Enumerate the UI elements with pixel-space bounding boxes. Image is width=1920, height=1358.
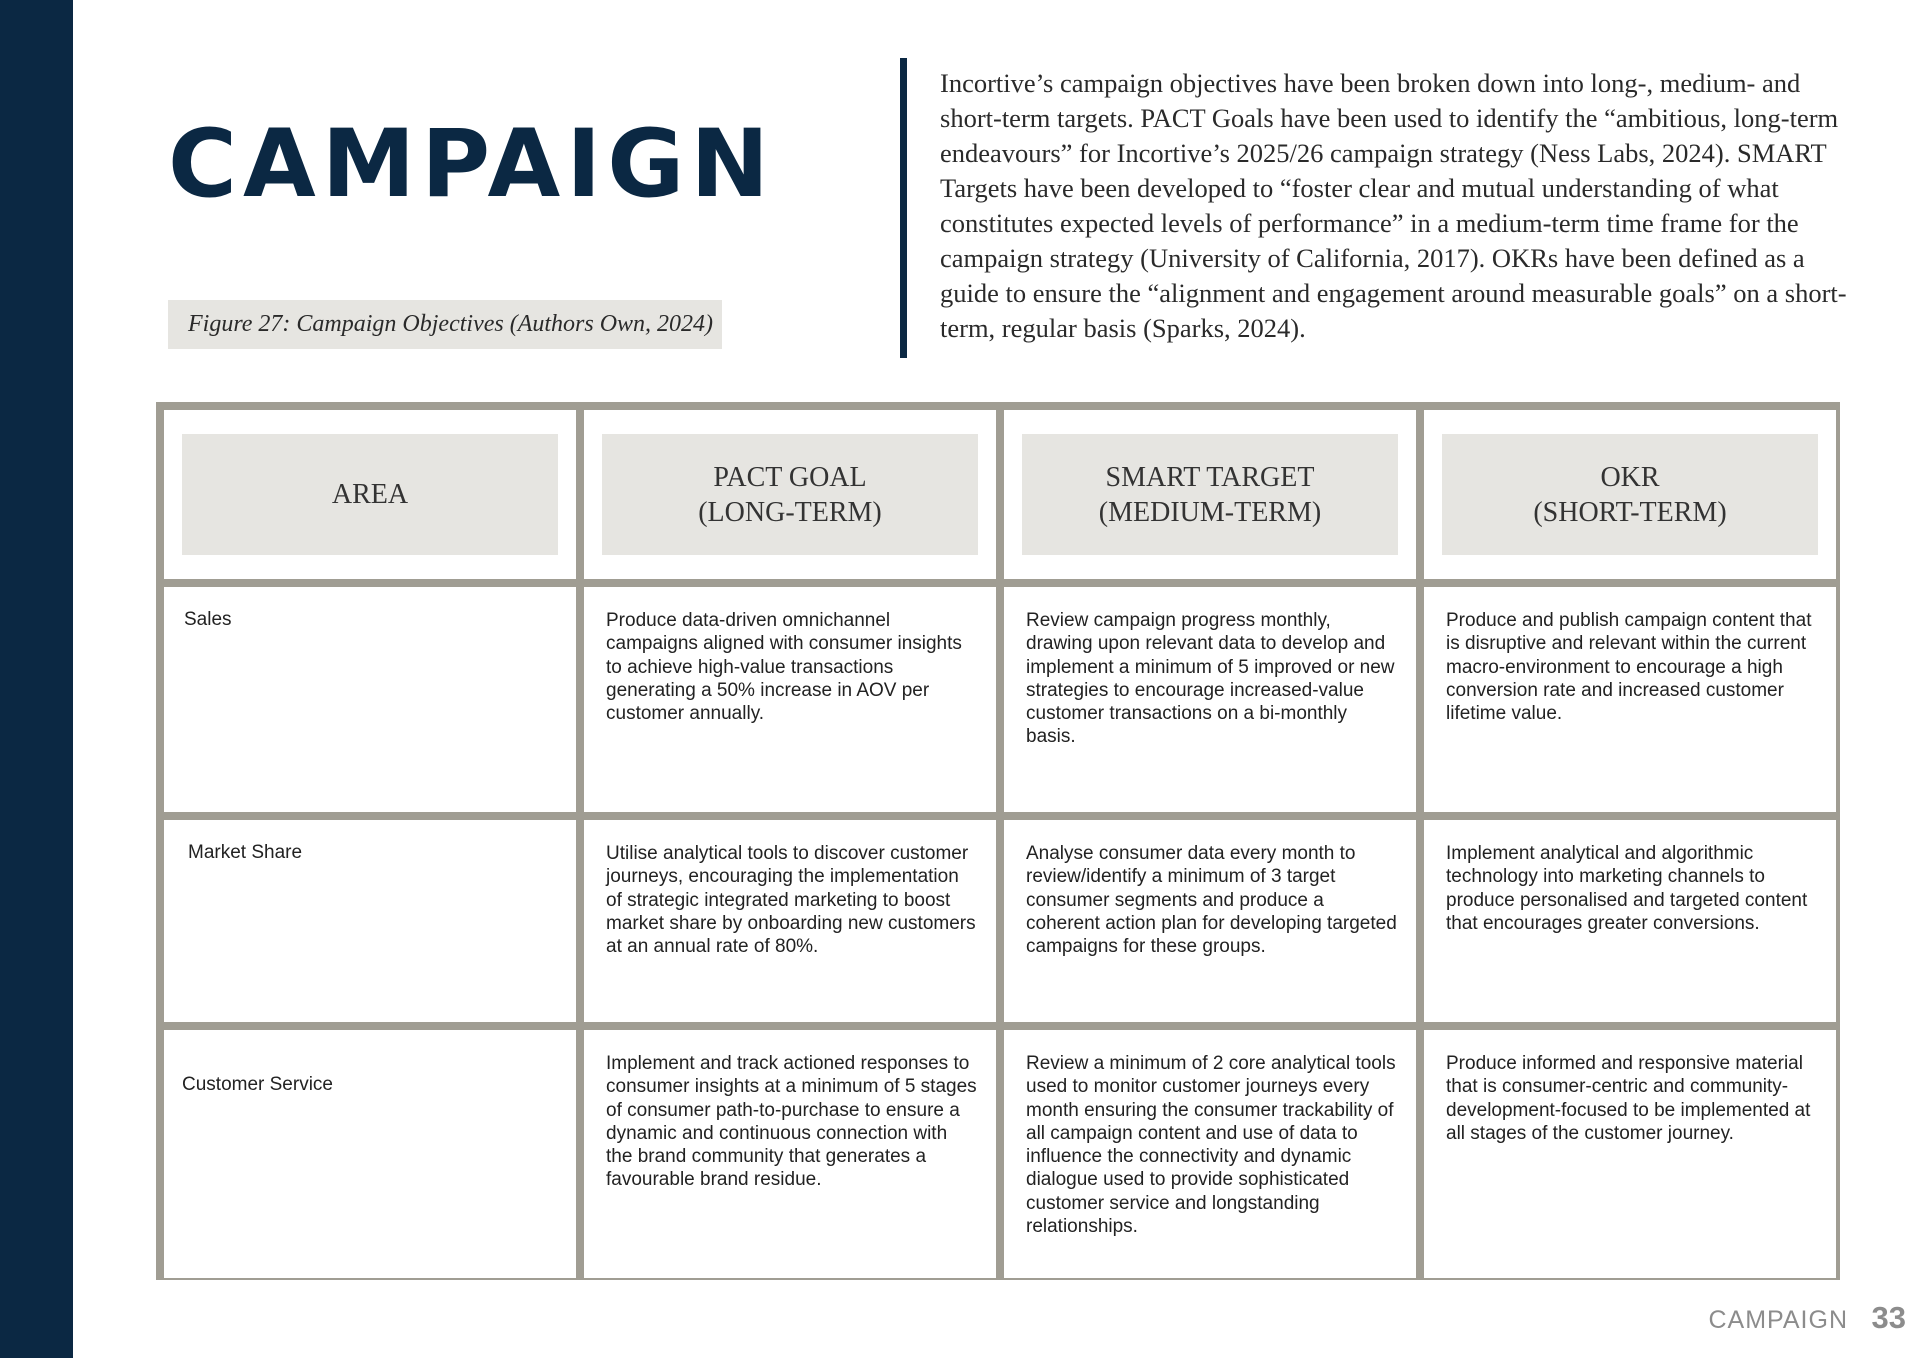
- header-box: [602, 434, 978, 555]
- header-box: [182, 434, 558, 555]
- header-sublabel: (SHORT-TERM): [1533, 496, 1727, 528]
- header-cell-pact-goal: [584, 410, 996, 579]
- smart-target-cell: Analyse consumer data every month to review/identify a minimum of 3 target consumer segments and produce a coherent action plan for developing targeted campaigns for these groups.: [1004, 820, 1416, 1022]
- area-cell-market-share: Market Share: [164, 820, 576, 1022]
- side-bar: [0, 0, 73, 1358]
- pact-goal-cell: Produce data-driven omnichannel campaigns aligned with consumer insights to achieve high-value transactions generating a 50% increase in AOV per customer annually.: [584, 587, 996, 812]
- header-label: AREA: [331, 479, 409, 510]
- header-sublabel: (MEDIUM-TERM): [1098, 496, 1322, 528]
- figure-caption: [168, 300, 722, 349]
- okr-cell: Implement analytical and algorithmic technology into marketing channels to produce personalised and targeted content that encourages greater conversions.: [1424, 820, 1836, 1022]
- objectives-table: [156, 402, 1840, 1280]
- area-cell-customer-service: Customer Service: [164, 1030, 576, 1278]
- figure-caption-text: Figure 27: Campaign Objectives (Authors Own, 2024): [188, 311, 714, 337]
- header-cell-okr: [1424, 410, 1836, 579]
- header-label: PACT GOAL: [713, 461, 867, 493]
- area-cell-sales: Sales: [164, 587, 576, 812]
- intro-divider: [900, 58, 907, 358]
- header-cell-smart-target: [1004, 410, 1416, 579]
- okr-cell: Produce and publish campaign content that is disruptive and relevant within the current macro-environment to encourage a high conversion rate and increased customer lifetime value.: [1424, 587, 1836, 812]
- header-box: [1442, 434, 1818, 555]
- page-title: CAMPAIGN: [168, 110, 776, 219]
- smart-target-cell: Review a minimum of 2 core analytical tools used to monitor customer journeys every month ensuring the consumer trackability of all campaign content and use of data to influence the connectivity and dynamic dialogue used to provide sophisticated customer service and longstanding relationships.: [1004, 1030, 1416, 1278]
- header-cell-area: [164, 410, 576, 579]
- smart-target-cell: Review campaign progress monthly, drawing upon relevant data to develop and implement a minimum of 5 improved or new strategies to encourage increased-value customer transactions on a bi-monthly basis.: [1004, 587, 1416, 812]
- header-sublabel: (LONG-TERM): [698, 496, 882, 528]
- pact-goal-cell: Implement and track actioned responses to consumer insights at a minimum of 5 stages of consumer path-to-purchase to ensure a dynamic and continuous connection with the brand community that generates a favourable brand residue.: [584, 1030, 996, 1278]
- pact-goal-cell: Utilise analytical tools to discover customer journeys, encouraging the implementation of strategic integrated marketing to boost market share by onboarding new customers at an annual rate of 80%.: [584, 820, 996, 1022]
- header-label: SMART TARGET: [1105, 461, 1315, 493]
- intro-paragraph: Incortive’s campaign objectives have been broken down into long-, medium- and short-term targets. PACT Goals have been used to identify the “ambitious, long-term endeavours” for Incortive’s 2025/26 campaign strategy (Ness Labs, 2024). SMART Targets have been developed to “foster clear and mutual understanding of what constitutes expected levels of performance” in a medium-term time frame for the campaign strategy (University of California, 2017). OKRs have been defined as a guide to ensure the “alignment and engagement around measurable goals” on a short-term, regular basis (Sparks, 2024).: [940, 68, 1847, 343]
- page-number: 33: [1871, 1300, 1906, 1335]
- okr-cell: Produce informed and responsive material that is consumer-centric and community-development-focused to be implemented at all stages of the customer journey.: [1424, 1030, 1836, 1278]
- footer-section-label: CAMPAIGN: [1708, 1306, 1848, 1334]
- header-box: [1022, 434, 1398, 555]
- header-label: OKR: [1600, 461, 1660, 493]
